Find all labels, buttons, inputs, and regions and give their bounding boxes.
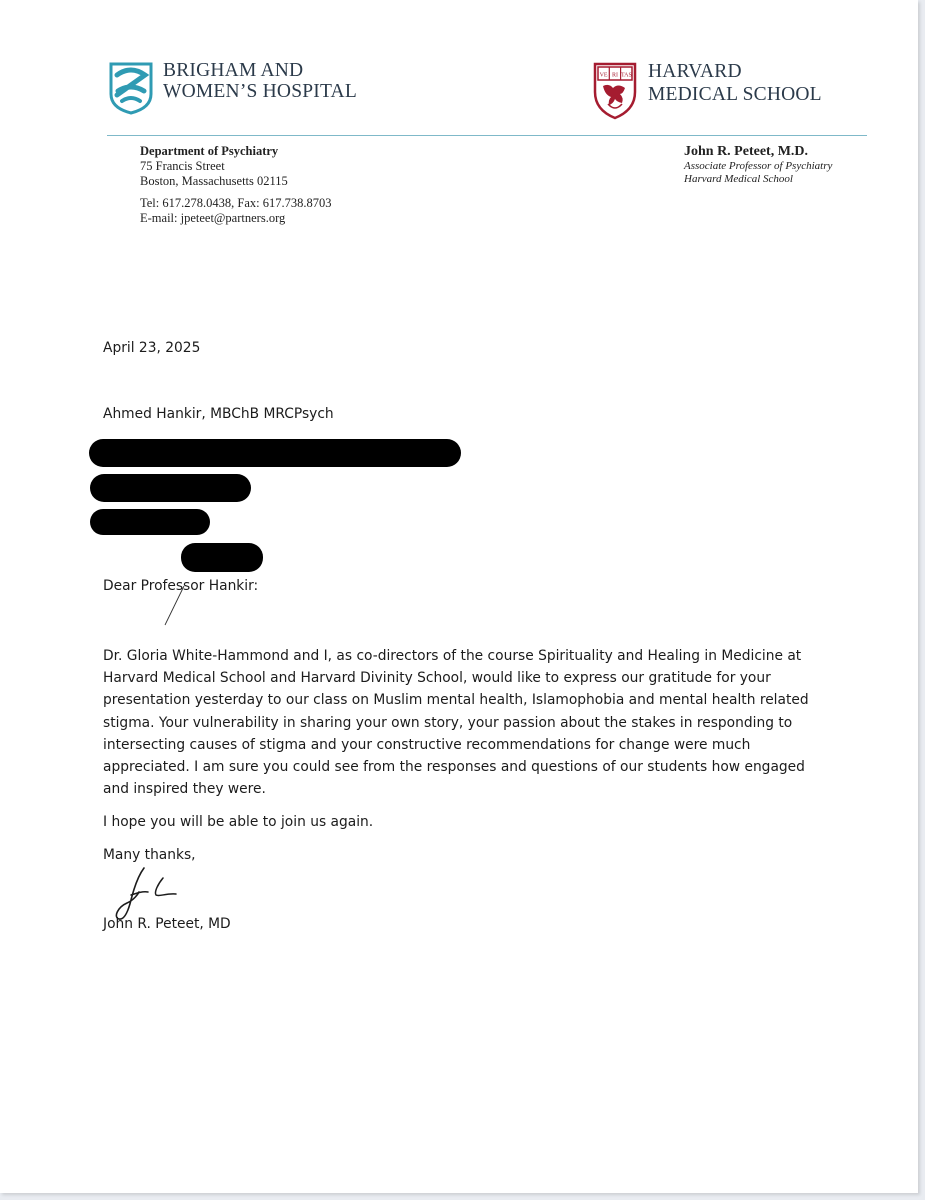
body-line: presentation yesterday to our class on Muslim mental health, Islamophobia and mental health related [103,692,809,709]
brigham-name-line1: BRIGHAM AND [163,60,304,81]
pen-stroke-mark [160,584,190,628]
brigham-name [163,60,357,102]
body-line: appreciated. I am sure you could see from the responses and questions of our students how engaged [103,759,805,776]
salutation: Dear Professor Hankir: [103,578,259,594]
redaction-bar [90,474,251,502]
body-line: stigma. Your vulnerability in sharing your own story, your passion about the stakes in responding to [103,714,793,731]
shield-text-tas: TAS [620,72,632,79]
author-title: Associate Professor of Psychiatry [684,160,833,172]
harvard-name-line2: MEDICAL SCHOOL [648,84,822,105]
redaction-bar [90,509,210,535]
shield-text-ve: VE [599,72,608,79]
tel-fax: Tel: 617.278.0438, Fax: 617.738.8703 [140,196,332,210]
email-address: E-mail: jpeteet@partners.org [140,211,286,225]
redaction-bar [181,543,263,572]
harvard-shield-icon [593,62,637,120]
letter-date: April 23, 2025 [103,340,201,356]
department-address-block [140,144,331,226]
body-line: Dr. Gloria White-Hammond and I, as co-directors of the course Spirituality and Healing in Medicine at [103,648,802,664]
author-block [684,143,832,186]
closing-paragraph: I hope you will be able to join us again. [103,814,374,830]
recipient-name: Ahmed Hankir, MBChB MRCPsych [103,406,334,422]
shield-text-ri: RI [612,72,618,79]
redaction-bar [89,439,461,467]
harvard-name-line1: HARVARD [648,61,742,82]
harvard-name [648,60,822,106]
body-line: intersecting causes of stigma and your constructive recommendations for change were much [103,736,751,753]
brigham-name-line2: WOMEN’S HOSPITAL [163,81,357,102]
author-school: Harvard Medical School [684,173,793,185]
address-line-1: 75 Francis Street [140,159,225,173]
signatory-name: John R. Peteet, MD [103,916,231,932]
sign-off: Many thanks, [103,847,196,863]
body-line: Harvard Medical School and Harvard Divinity School, would like to express our gratitude for your [103,670,771,687]
author-name: John R. Peteet, M.D. [684,144,809,159]
letter-body-paragraph [103,645,843,800]
brigham-logo-icon [108,61,154,115]
department-name: Department of Psychiatry [140,144,279,158]
body-line: and inspired they were. [103,781,266,798]
letterhead-divider [107,135,867,136]
address-line-2: Boston, Massachusetts 02115 [140,174,288,188]
